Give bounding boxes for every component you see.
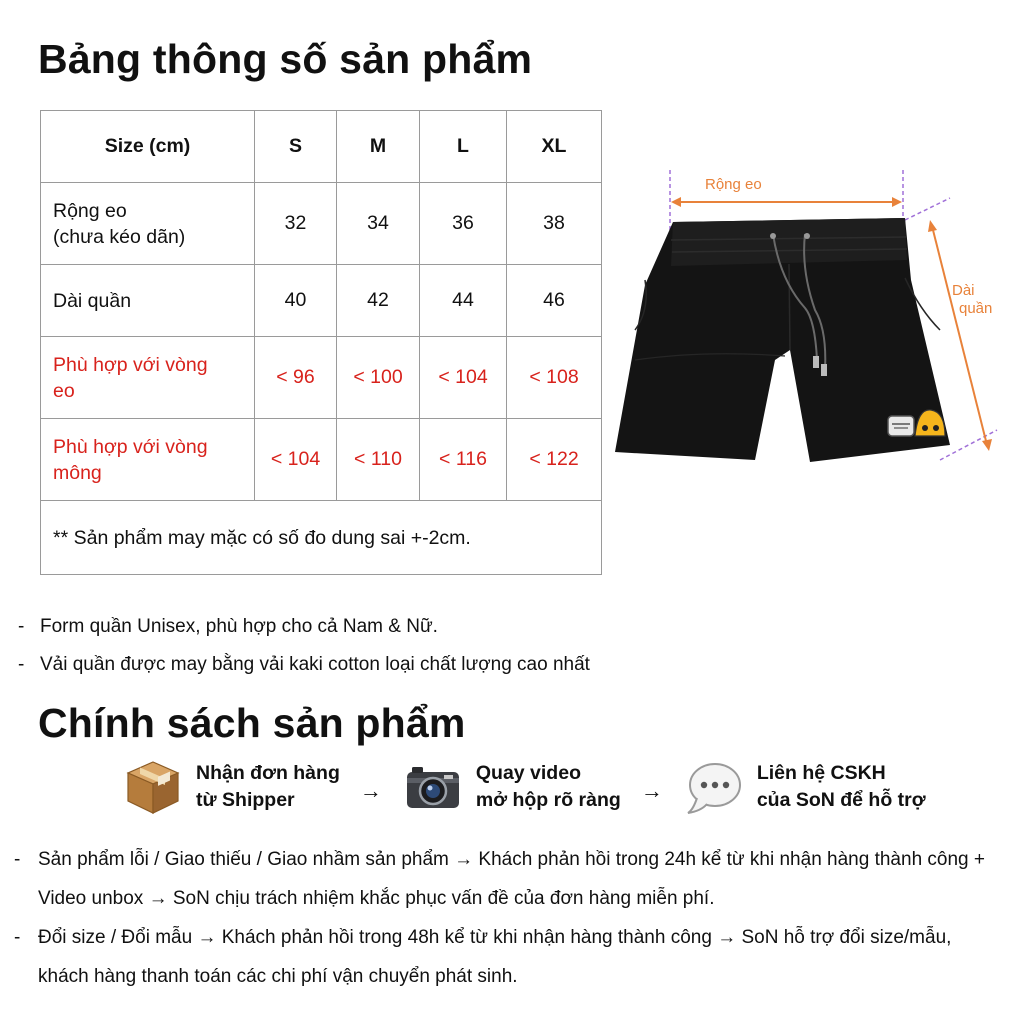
waist-arrow-right <box>892 197 902 207</box>
row-label <box>41 183 255 265</box>
cell-value: 34 <box>337 183 420 265</box>
black-shorts-image <box>615 218 950 462</box>
spec-section-title: Bảng thông số sản phẩm <box>38 36 533 82</box>
cell-value: 36 <box>420 183 507 265</box>
row-label-line2: (chưa kéo dãn) <box>53 225 186 248</box>
row-label-line1: Phù hợp với vòng <box>53 435 208 458</box>
length-guide-top <box>905 198 950 220</box>
cell-value: < 104 <box>255 419 337 501</box>
cell-value: 46 <box>507 265 602 337</box>
table-row-waist-width <box>41 183 602 265</box>
cell-value: 42 <box>337 265 420 337</box>
camera-icon <box>404 758 462 816</box>
list-item: - Đổi size / Đổi mẫu → Khách phản hồi trong 48h kể từ khi nhận hàng thành công → SoN hỗ trợ đổi size/mẫu, khách hàng thanh toán các chi phí vận chuyển phát sinh. <box>14 918 1004 996</box>
row-label-line2: eo <box>53 379 75 402</box>
cell-value: < 96 <box>255 337 337 419</box>
table-header-row <box>41 111 602 183</box>
flow-step-record-video <box>404 758 621 816</box>
length-label-line2: quần <box>959 300 993 317</box>
list-item: - Form quần Unisex, phù hợp cho cả Nam & Nữ. <box>18 608 590 646</box>
flow-step-contact-support <box>685 758 926 816</box>
length-arrow-bottom <box>982 439 992 451</box>
package-box-icon <box>124 758 182 816</box>
cell-value: 44 <box>420 265 507 337</box>
shorts-measurement-figure <box>605 160 1020 480</box>
policy-section-title: Chính sách sản phẩm <box>38 700 466 746</box>
flow-step-line2: của SoN để hỗ trợ <box>756 789 926 811</box>
size-spec-table <box>40 110 602 575</box>
header-cell-s: S <box>255 111 337 183</box>
flow-step-line2: từ Shipper <box>196 789 295 811</box>
cell-value: < 108 <box>507 337 602 419</box>
cell-value: < 122 <box>507 419 602 501</box>
tolerance-note: ** Sản phẩm may mặc có số đo dung sai +-2cm. <box>41 501 602 575</box>
header-cell-xl: XL <box>507 111 602 183</box>
length-label-line1: Dài <box>952 282 975 299</box>
row-label: Dài quần <box>41 265 255 337</box>
waist-arrow-left <box>671 197 681 207</box>
list-item: - Vải quần được may bằng vải kaki cotton loại chất lượng cao nhất <box>18 646 590 684</box>
cell-value: 40 <box>255 265 337 337</box>
cell-value: < 110 <box>337 419 420 501</box>
table-row-length <box>41 265 602 337</box>
policy-terms-list <box>14 840 1004 996</box>
row-label <box>41 419 255 501</box>
return-process-flow <box>124 754 926 820</box>
flow-arrow: → <box>640 778 663 803</box>
row-label-line2: mông <box>53 461 102 484</box>
speech-bubble-icon <box>685 758 743 816</box>
header-cell-size: Size (cm) <box>41 111 255 183</box>
cell-value: 32 <box>255 183 337 265</box>
cell-value: < 116 <box>420 419 507 501</box>
cell-value: < 104 <box>420 337 507 419</box>
row-label-line1: Phù hợp với vòng <box>53 353 208 376</box>
length-arrow-top <box>928 220 937 232</box>
flow-step-receive <box>124 758 340 816</box>
flow-step-line1: Quay video <box>475 762 581 784</box>
flow-arrow: → <box>359 778 382 803</box>
table-note-row <box>41 501 602 575</box>
flow-step-line1: Nhận đơn hàng <box>196 762 340 784</box>
header-cell-m: M <box>337 111 420 183</box>
waist-label: Rộng eo <box>705 176 762 193</box>
header-cell-l: L <box>420 111 507 183</box>
cell-value: < 100 <box>337 337 420 419</box>
flow-step-line1: Liên hệ CSKH <box>756 762 886 784</box>
product-notes-list <box>18 608 590 684</box>
flow-step-line2: mở hộp rõ ràng <box>475 789 621 811</box>
list-item: - Sản phẩm lỗi / Giao thiếu / Giao nhầm sản phẩm → Khách phản hồi trong 24h kể từ khi nhận hàng thành công + Video unbox → SoN chịu trách nhiệm khắc phục vấn đề của đơn hàng miễn phí. <box>14 840 1004 918</box>
row-label <box>41 337 255 419</box>
row-label-line1: Rộng eo <box>53 199 127 222</box>
table-row-fit-waist <box>41 337 602 419</box>
cell-value: 38 <box>507 183 602 265</box>
table-row-fit-hip <box>41 419 602 501</box>
